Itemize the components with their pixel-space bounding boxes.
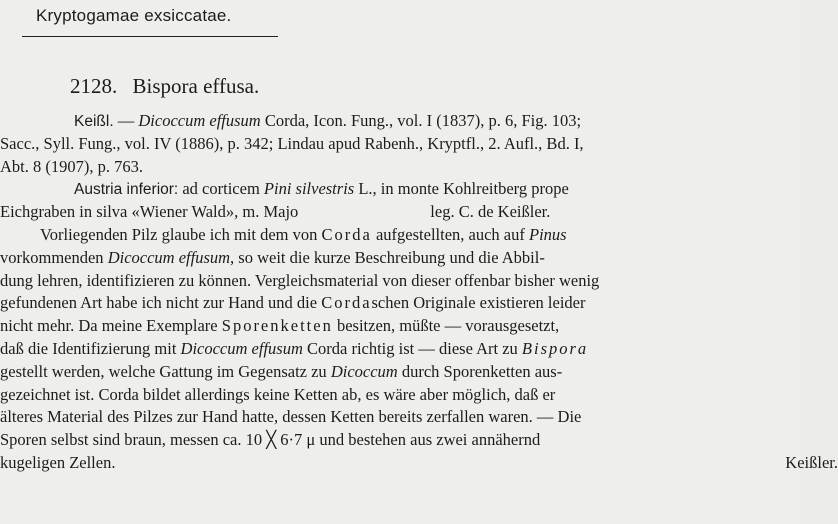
notes-line-3: dung lehren, identifizieren zu können. Vergleichsmaterial von dieser offenbar bisher wenig xyxy=(0,270,600,290)
synonymy-citation-1: Corda, Icon. Fung., vol. I (1837), p. 6, Fig. 103; xyxy=(260,111,582,130)
locality-text-before: ad corticem xyxy=(178,179,264,199)
entry-title: Bispora effusa. xyxy=(132,74,260,98)
notes-line-6 xyxy=(0,338,782,361)
synonymy-line-3: Abt. 8 (1907), p. 763. xyxy=(0,156,143,176)
notes-text: Corda richtig ist — diese Art zu xyxy=(302,338,522,358)
synonymy-species: Dicoccum effusum xyxy=(138,111,261,130)
notes-line-7 xyxy=(0,361,782,384)
entry-body xyxy=(0,110,838,475)
notes-species-dicoccum: Dicoccum effusum, xyxy=(107,247,235,267)
notes-author-corda: Corda xyxy=(321,293,372,313)
notes-line-9: älteres Material des Pilzes zur Hand hatte, dessen Ketten bereits zerfallen waren. — Die xyxy=(0,407,582,427)
locality-host: Pini silvestris xyxy=(263,179,355,199)
locality-collector: leg. C. de Keißler. xyxy=(430,202,551,222)
notes-text: schen Originale existieren leider xyxy=(371,293,586,313)
notes-line-10: Sporen selbst sind braun, messen ca. 10 ╳ 6·7 μ und bestehen aus zwei annähernd xyxy=(0,430,541,450)
synonymy-dash: — xyxy=(113,111,139,130)
notes-text: Vorliegenden Pilz glaube ich mit dem von xyxy=(40,224,322,244)
notes-text: daß die Identifizierung mit xyxy=(0,338,181,358)
notes-genus-dicoccum: Dicoccum xyxy=(330,361,398,381)
synonymy-line-2: Sacc., Syll. Fung., vol. IV (1886), p. 342; Lindau apud Rabenh., Kryptfl., 2. Aufl., Bd. I, xyxy=(0,133,584,153)
notes-line-5 xyxy=(0,315,782,338)
notes-text: so weit die kurze Beschreibung und die Abbil- xyxy=(234,247,545,267)
notes-species-dicoccum: Dicoccum effusum xyxy=(180,338,303,358)
notes-line-4 xyxy=(0,292,782,315)
locality-line-1 xyxy=(74,178,782,201)
synonymy-author: Keißl. xyxy=(74,113,114,130)
notes-text: besitzen, müßte — vorausgesetzt, xyxy=(332,316,560,336)
notes-text: vorkommenden xyxy=(0,247,108,267)
notes-text: durch Sporenketten aus- xyxy=(397,361,563,381)
notes-line-2 xyxy=(0,247,782,270)
series-title: Kryptogamae exsiccatae. xyxy=(36,6,232,25)
notes-line-1 xyxy=(0,224,782,247)
locality-region: Austria inferior: xyxy=(74,181,179,199)
entry-number: 2128. xyxy=(70,74,118,98)
locality-text-after: L., in monte Kohlreitberg prope xyxy=(354,179,569,199)
locality-place: Eichgraben in silva «Wiener Wald», m. Majo xyxy=(0,202,299,222)
notes-author-corda: Corda xyxy=(321,224,372,244)
notes-genus-pinus: Pinus xyxy=(528,224,567,244)
entry-heading xyxy=(70,74,259,99)
notes-line-8: gezeichnet ist. Corda bildet allerdings keine Ketten ab, es wäre aber möglich, daß er xyxy=(0,384,556,404)
notes-genus-bispora: Bispora xyxy=(521,338,589,358)
signature: Keißler. xyxy=(785,452,838,472)
notes-text: aufgestellten, auch auf xyxy=(371,224,529,244)
notes-text: nicht mehr. Da meine Exemplare xyxy=(0,316,222,336)
notes-text: gefundenen Art habe ich nicht zur Hand und die xyxy=(0,293,322,313)
notes-sporenketten: Sporenketten xyxy=(221,316,333,336)
notes-text: gestellt werden, welche Gattung im Gegensatz zu xyxy=(0,361,331,381)
series-title-underline xyxy=(22,36,278,37)
locality-line-2 xyxy=(0,201,782,224)
synonymy-line-1 xyxy=(74,110,782,133)
notes-line-11 xyxy=(0,452,838,475)
notes-text: kugeligen Zellen. xyxy=(0,452,116,472)
